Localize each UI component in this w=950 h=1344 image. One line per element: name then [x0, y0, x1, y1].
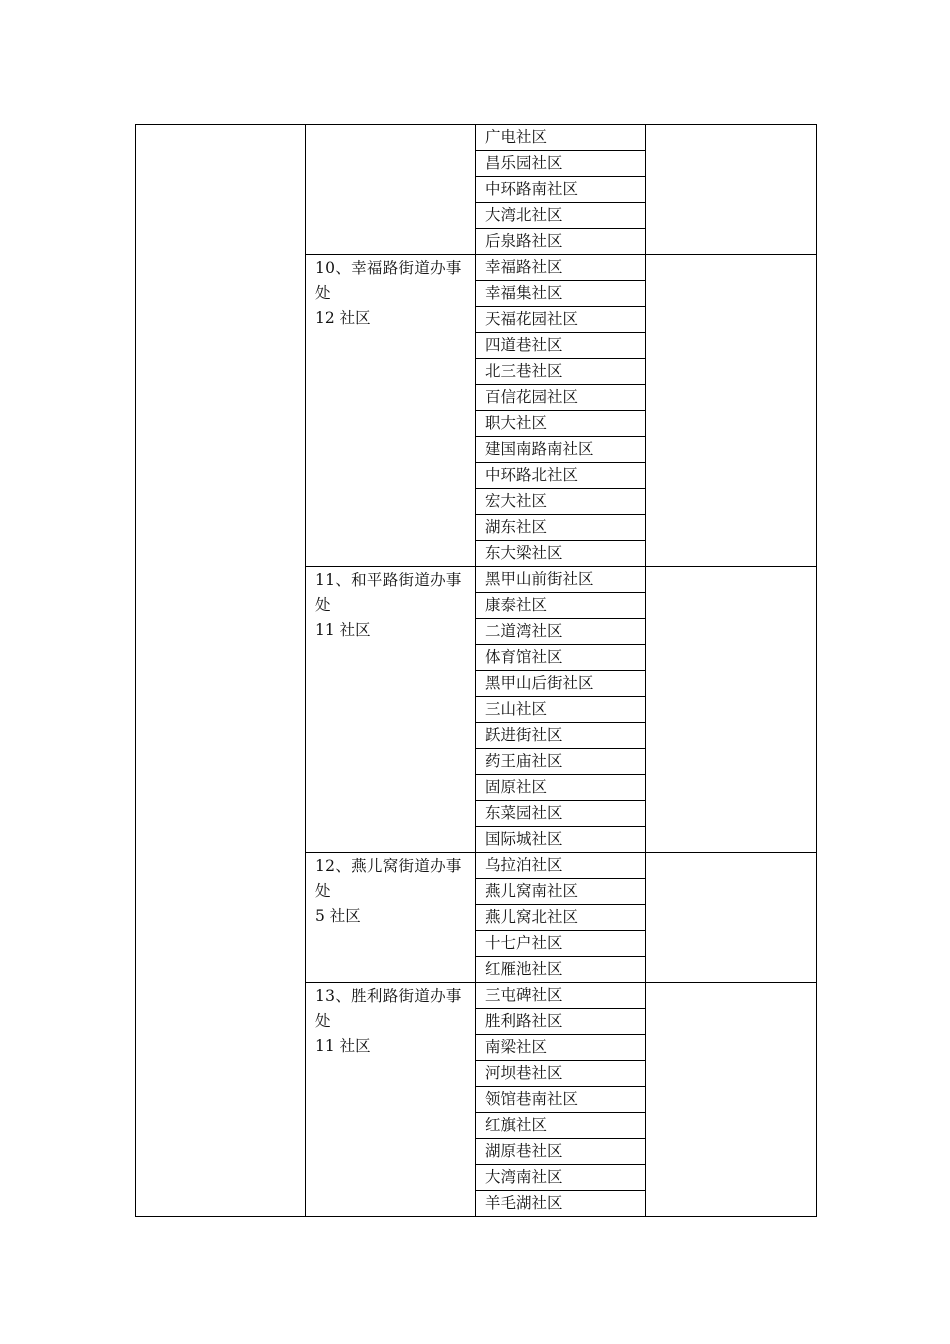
community-name: 河坝巷社区: [476, 1061, 646, 1087]
community-name: 红雁池社区: [476, 957, 646, 983]
community-table: [135, 124, 817, 1217]
subdistrict-cell: [306, 567, 476, 853]
notes-cell: [646, 983, 817, 1217]
subdistrict-count: 12 社区: [315, 309, 371, 327]
community-name: 红旗社区: [476, 1113, 646, 1139]
table-row: [136, 125, 817, 151]
community-name: 湖原巷社区: [476, 1139, 646, 1165]
subdistrict-title: 10、幸福路街道办事处: [315, 259, 462, 302]
community-name: 大湾南社区: [476, 1165, 646, 1191]
community-name: 固原社区: [476, 775, 646, 801]
community-name: 十七户社区: [476, 931, 646, 957]
community-name: 羊毛湖社区: [476, 1191, 646, 1217]
community-name: 百信花园社区: [476, 385, 646, 411]
community-name: 广电社区: [476, 125, 646, 151]
community-name: 黑甲山后街社区: [476, 671, 646, 697]
community-name: 三山社区: [476, 697, 646, 723]
community-name: 大湾北社区: [476, 203, 646, 229]
community-name: 天福花园社区: [476, 307, 646, 333]
community-name: 中环路南社区: [476, 177, 646, 203]
community-name: 国际城社区: [476, 827, 646, 853]
subdistrict-cell: [306, 255, 476, 567]
subdistrict-count: 11 社区: [315, 621, 371, 639]
community-name: 东菜园社区: [476, 801, 646, 827]
subdistrict-title: 12、燕儿窝街道办事处: [315, 857, 462, 900]
community-name: 二道湾社区: [476, 619, 646, 645]
subdistrict-count: 11 社区: [315, 1037, 371, 1055]
subdistrict-cell: [306, 853, 476, 983]
community-name: 四道巷社区: [476, 333, 646, 359]
subdistrict-count: 5 社区: [315, 907, 361, 925]
community-name: 跃进街社区: [476, 723, 646, 749]
community-name: 燕儿窝北社区: [476, 905, 646, 931]
community-name: 乌拉泊社区: [476, 853, 646, 879]
notes-cell: [646, 255, 817, 567]
community-name: 药王庙社区: [476, 749, 646, 775]
district-cell: [136, 125, 306, 1217]
community-name: 三屯碑社区: [476, 983, 646, 1009]
community-name: 中环路北社区: [476, 463, 646, 489]
community-name: 后泉路社区: [476, 229, 646, 255]
notes-cell: [646, 853, 817, 983]
community-name: 康泰社区: [476, 593, 646, 619]
community-name: 幸福集社区: [476, 281, 646, 307]
community-name: 职大社区: [476, 411, 646, 437]
subdistrict-cell: [306, 983, 476, 1217]
notes-cell: [646, 125, 817, 255]
table-body: [136, 125, 817, 1217]
community-name: 黑甲山前街社区: [476, 567, 646, 593]
community-name: 北三巷社区: [476, 359, 646, 385]
community-name: 湖东社区: [476, 515, 646, 541]
community-name: 幸福路社区: [476, 255, 646, 281]
community-name: 领馆巷南社区: [476, 1087, 646, 1113]
community-name: 体育馆社区: [476, 645, 646, 671]
community-name: 燕儿窝南社区: [476, 879, 646, 905]
community-name: 建国南路南社区: [476, 437, 646, 463]
community-name: 东大梁社区: [476, 541, 646, 567]
subdistrict-title: 11、和平路街道办事处: [315, 571, 462, 614]
notes-cell: [646, 567, 817, 853]
community-name: 宏大社区: [476, 489, 646, 515]
subdistrict-cell: [306, 125, 476, 255]
community-name: 胜利路社区: [476, 1009, 646, 1035]
community-name: 南梁社区: [476, 1035, 646, 1061]
subdistrict-title: 13、胜利路街道办事处: [315, 987, 462, 1030]
community-name: 昌乐园社区: [476, 151, 646, 177]
